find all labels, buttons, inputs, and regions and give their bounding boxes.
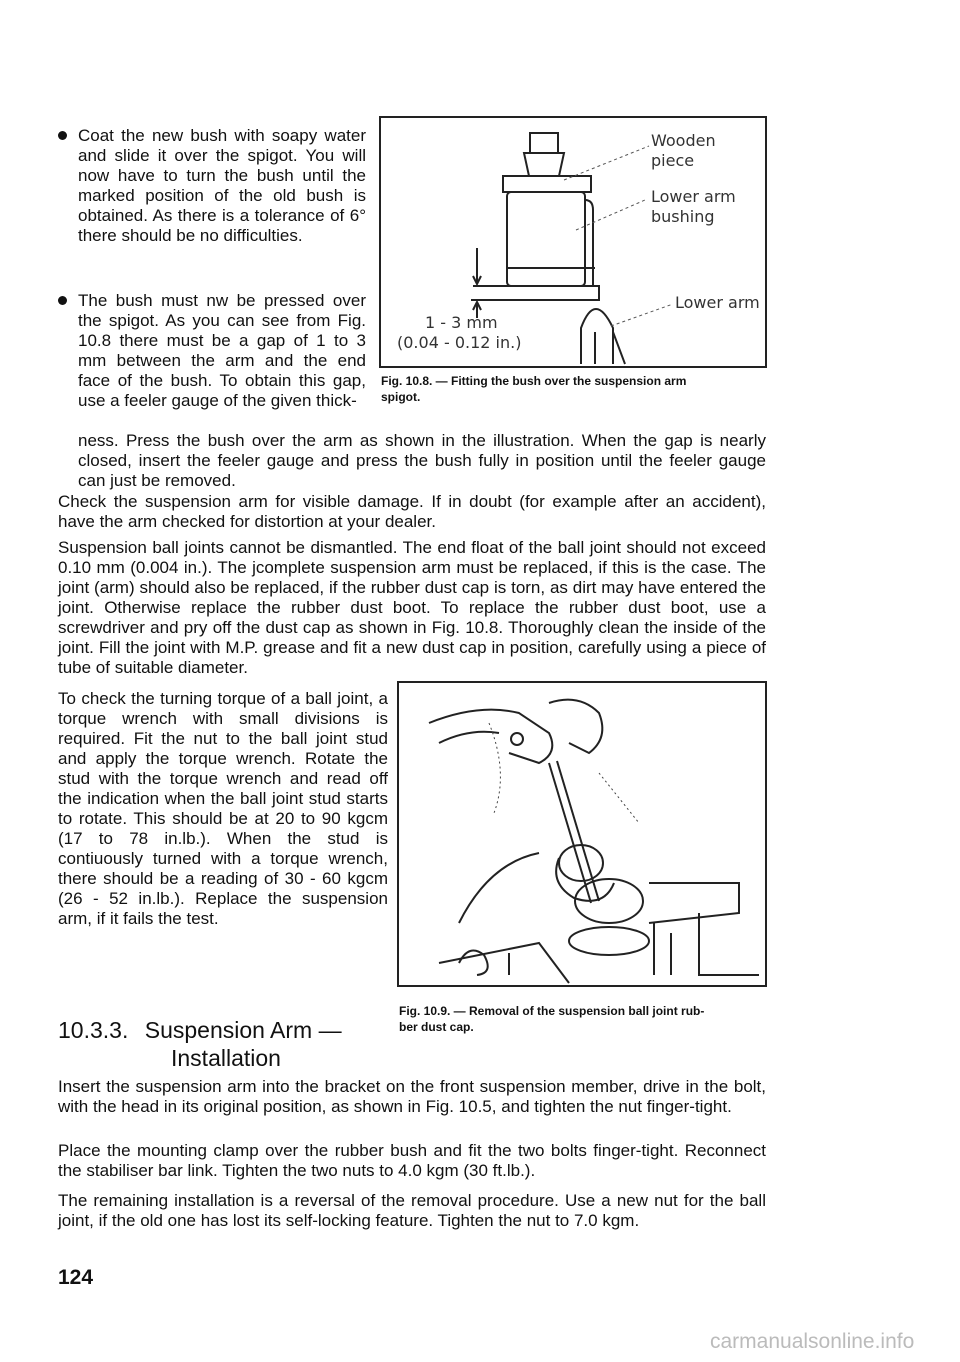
watermark-text: carmanualsonline.info — [710, 1330, 915, 1353]
paragraph-check-arm: Check the suspension arm for visible damage. If in doubt (for example after an accident), have the arm checked for distortion at your dealer. — [58, 492, 766, 531]
figure-10-8 — [379, 116, 767, 368]
section-heading — [58, 1016, 388, 1072]
section-title-line-2: Installation — [171, 1045, 281, 1071]
bullet-text: Coat the new bush with soapy water and slide it over the spigot. You will now have to turn the bush until the marked position of the old bush is obtained. As there is a tolerance of 6° there should be no difficulties. — [78, 126, 366, 245]
label-lower-arm-bushing-1: Lower arm — [651, 187, 736, 206]
bullet-text: The bush must nw be pressed over the spigot. As you can see from Fig. 10.8 there must be a gap of 1 to 3 mm between the arm and the end face of the bush. To obtain this gap, use a feeler gauge of the given thick- — [78, 291, 366, 410]
paragraph-ball-joints: Suspension ball joints cannot be dismantled. The end float of the ball joint should not exceed 0.10 mm (0.004 in.). The jcomplete suspension arm must be replaced, if this is the case. The joint (arm) should also be replaced, if the rubber dust cap is torn, as dirt may have entered the joint. Otherwise replace the rubber dust boot. To replace the rubber dust boot, use a screwdriver and pry off the dust cap as shown in Fig. 10.8. Thoroughly clean the inside of the joint. Fill the joint with M.P. grease and fit a new dust cap in position, carefully using a piece of tube of suitable diameter. — [58, 538, 766, 677]
dust-cap-removal-illustration — [399, 683, 765, 985]
bullet-press-bush — [58, 291, 366, 411]
paragraph-install-3: The remaining installation is a reversal of the removal procedure. Use a new nut for the ball joint, if the old one has lost its self-locking feature. Tighten the nut to 7.0 kgm. — [58, 1191, 766, 1230]
section-title-line-1: Suspension Arm — — [144, 1017, 342, 1043]
label-lower-arm-bushing-2: bushing — [651, 207, 715, 226]
label-piece: piece — [651, 151, 695, 170]
paragraph-torque-check: To check the turning torque of a ball joint, a torque wrench with small divisions is required. Fit the nut to the ball joint stud and apply the torque wrench. Rotate the stud with the torque wrench and read off the indication when the ball joint stud starts to rotate. This should be at 20 to 90 kgcm (17 to 78 in.lb.). When the stud is contiuously turned with a torque wrench, there should be a reading of 30 - 60 kgcm (26 - 52 in.lb.). Replace the suspension arm, if it fails the test. — [58, 689, 388, 928]
section-number: 10.3.3. — [58, 1017, 129, 1043]
paragraph-install-2: Place the mounting clamp over the rubber bush and fit the two bolts finger-tight. Reconnect the stabiliser bar link. Tighten the two nuts to 4.0 kgm (30 ft.lb.). — [58, 1141, 766, 1180]
figure-10-9-caption-line-2: ber dust cap. — [399, 1020, 474, 1034]
figure-10-9 — [397, 681, 767, 987]
label-lower-arm: Lower arm — [675, 293, 760, 312]
bullet-dot — [58, 296, 67, 305]
figure-10-8-caption-line-1: Fig. 10.8. — Fitting the bush over the suspension arm — [381, 374, 687, 388]
bush-fitting-illustration — [381, 118, 765, 366]
label-wooden: Wooden — [651, 131, 716, 150]
label-gap-in: (0.04 - 0.12 in.) — [397, 333, 522, 352]
figure-10-8-caption-line-2: spigot. — [381, 390, 421, 404]
bullet-continuation: ness. Press the bush over the arm as shown in the illustration. When the gap is nearly closed, insert the feeler gauge and press the bush fully in position until the feeler gauge can just be removed. — [78, 431, 766, 490]
bullet-coat-bush — [58, 126, 366, 246]
bullet-dot — [58, 131, 67, 140]
figure-10-9-caption-line-1: Fig. 10.9. — Removal of the suspension ball joint rub- — [399, 1004, 705, 1018]
page-number: 124 — [58, 1266, 94, 1289]
label-gap-mm: 1 - 3 mm — [425, 313, 498, 332]
paragraph-install-1: Insert the suspension arm into the bracket on the front suspension member, drive in the bolt, with the head in its original position, as shown in Fig. 10.5, and tighten the nut finger-tight. — [58, 1077, 766, 1116]
